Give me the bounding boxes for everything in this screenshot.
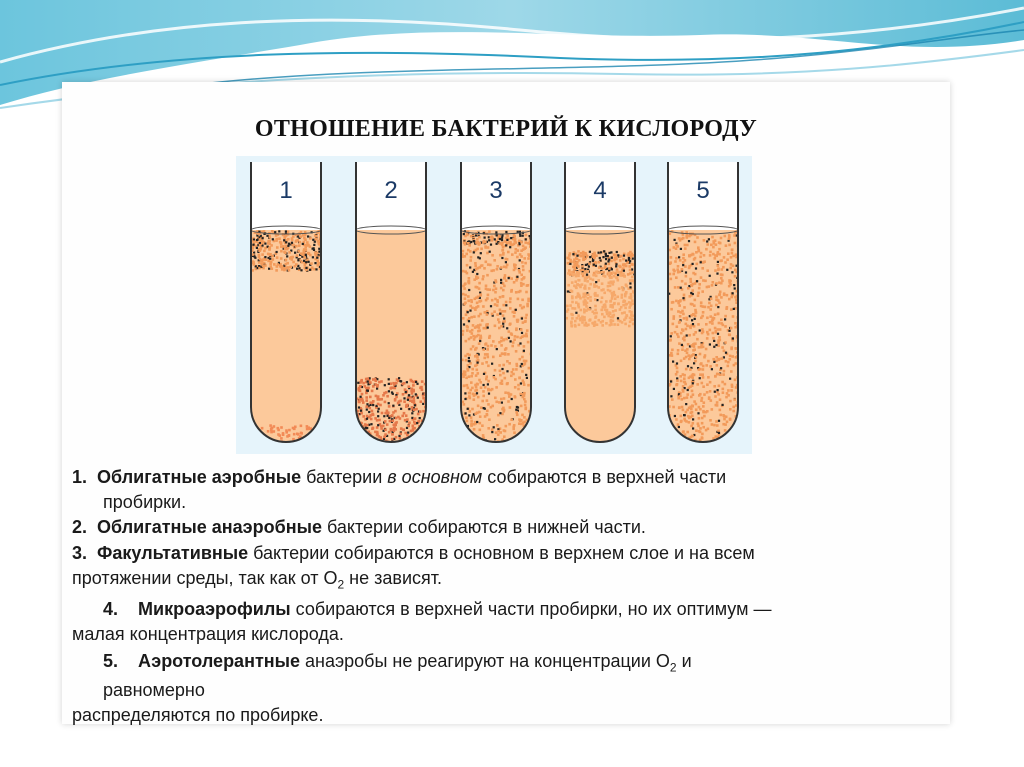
list-item-3: 3. Факультативные бактерии собираются в основном в верхнем слое и на всем (72, 543, 755, 563)
list-item-5-continuation-2: распределяются по пробирке. (72, 705, 324, 725)
list-item-4-continuation: малая концентрация кислорода. (72, 624, 344, 644)
test-tube-5 (668, 162, 741, 445)
test-tubes-illustration (236, 156, 752, 454)
list-item-1: 1. Облигатные аэробные бактерии в основном собираются в верхней части (72, 467, 727, 487)
list-item-3-continuation: протяжении среды, так как от $O_2$ не зависят. (72, 568, 443, 592)
tube-label-3: 3 (489, 177, 503, 204)
list-item-2: 2. Облигатные анаэробные бактерии собираются в нижней части. (72, 517, 646, 537)
test-tube-2 (356, 162, 429, 445)
list-item-4: 4. Микроаэрофилы собираются в верхней части пробирки, но их оптимум — (103, 599, 772, 619)
tube-label-5: 5 (696, 177, 710, 204)
list-item-5-continuation: равномерно (103, 680, 205, 700)
test-tube-3 (461, 162, 534, 444)
test-tube-1 (251, 162, 323, 444)
list-item-5: 5. Аэротолерантные анаэробы не реагируют на концентрации $O_2$ и (103, 651, 692, 675)
tube-label-4: 4 (593, 177, 607, 204)
slide-title: ОТНОШЕНИЕ БАКТЕРИЙ К КИСЛОРОДУ (254, 116, 758, 142)
tube-label-2: 2 (384, 177, 398, 204)
test-tube-4 (565, 162, 637, 442)
list-item-1-continuation: пробирки. (103, 492, 187, 512)
tube-label-1: 1 (279, 177, 293, 204)
